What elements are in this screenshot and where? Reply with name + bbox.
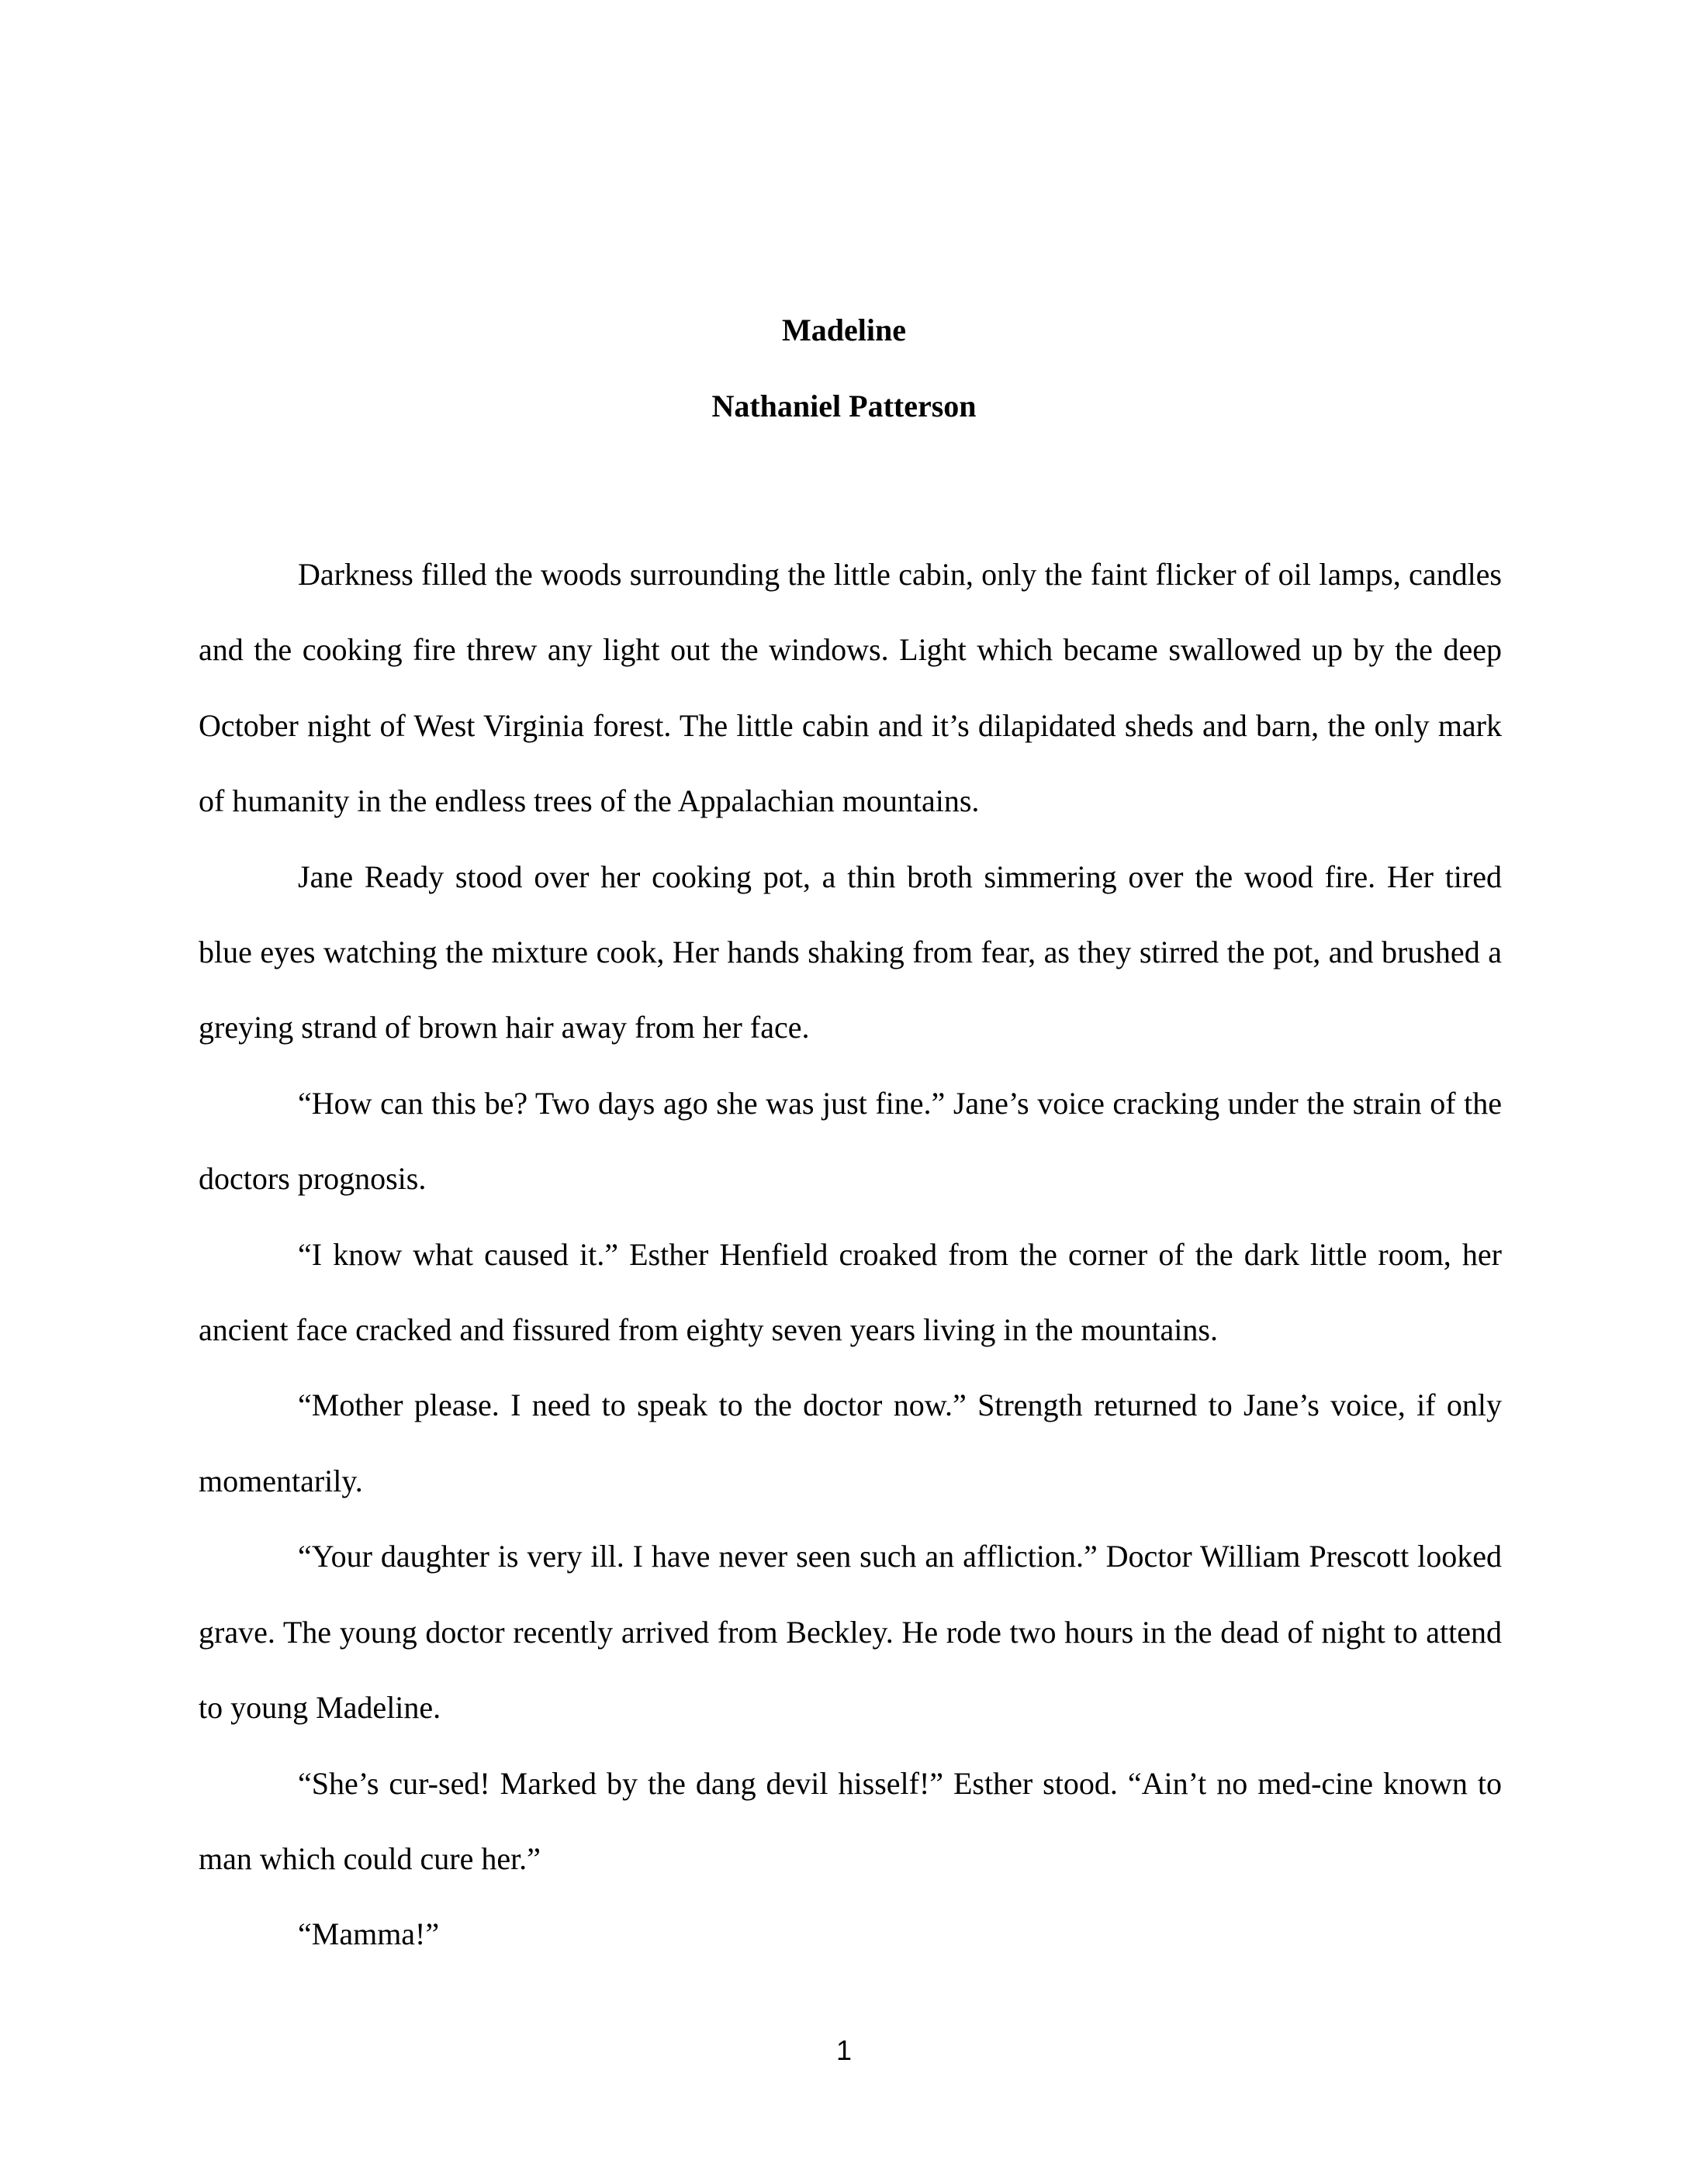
paragraph: Jane Ready stood over her cooking pot, a thin broth simmering over the wood fire. Her tired blue eyes watching the mixture cook, Her hands shaking from fear, as they stirred the pot, and brushed a greying strand of brown hair away from her face. (199, 859, 1502, 1045)
story-body (199, 537, 1502, 1972)
paragraph: “I know what caused it.” Esther Henfield croaked from the corner of the dark little room, her ancient face cracked and fissured from eighty seven years living in the mountains. (199, 1236, 1502, 1348)
author-name: Nathaniel Patterson (711, 389, 977, 423)
page-number: 1 (835, 2034, 853, 2066)
paragraph: “Mother please. I need to speak to the doctor now.” Strength returned to Jane’s voice, if only momentarily. (199, 1387, 1502, 1498)
paragraph: “Mamma!” (298, 1916, 440, 1952)
paragraph: “How can this be? Two days ago she was just fine.” Jane’s voice cracking under the strain of the doctors prognosis. (199, 1085, 1502, 1197)
story-title: Madeline (782, 313, 906, 347)
paragraph: “Your daughter is very ill. I have never seen such an affliction.” Doctor William Prescott looked grave. The young doctor recently arrived from Beckley. He rode two hours in the dead of night to attend to young Madeline. (199, 1539, 1502, 1726)
paragraph: “She’s cur-sed! Marked by the dang devil hisself!” Esther stood. “Ain’t no med-cine known to man which could cure her.” (199, 1765, 1502, 1876)
paragraph: Darkness filled the woods surrounding the little cabin, only the faint flicker of oil lamps, candles and the cooking fire threw any light out the windows. Light which became swallowed up by the deep October night of West Virginia forest. The little cabin and it’s dilapidated sheds and barn, the only mark of humanity in the endless trees of the Appalachian mountains. (199, 557, 1502, 819)
